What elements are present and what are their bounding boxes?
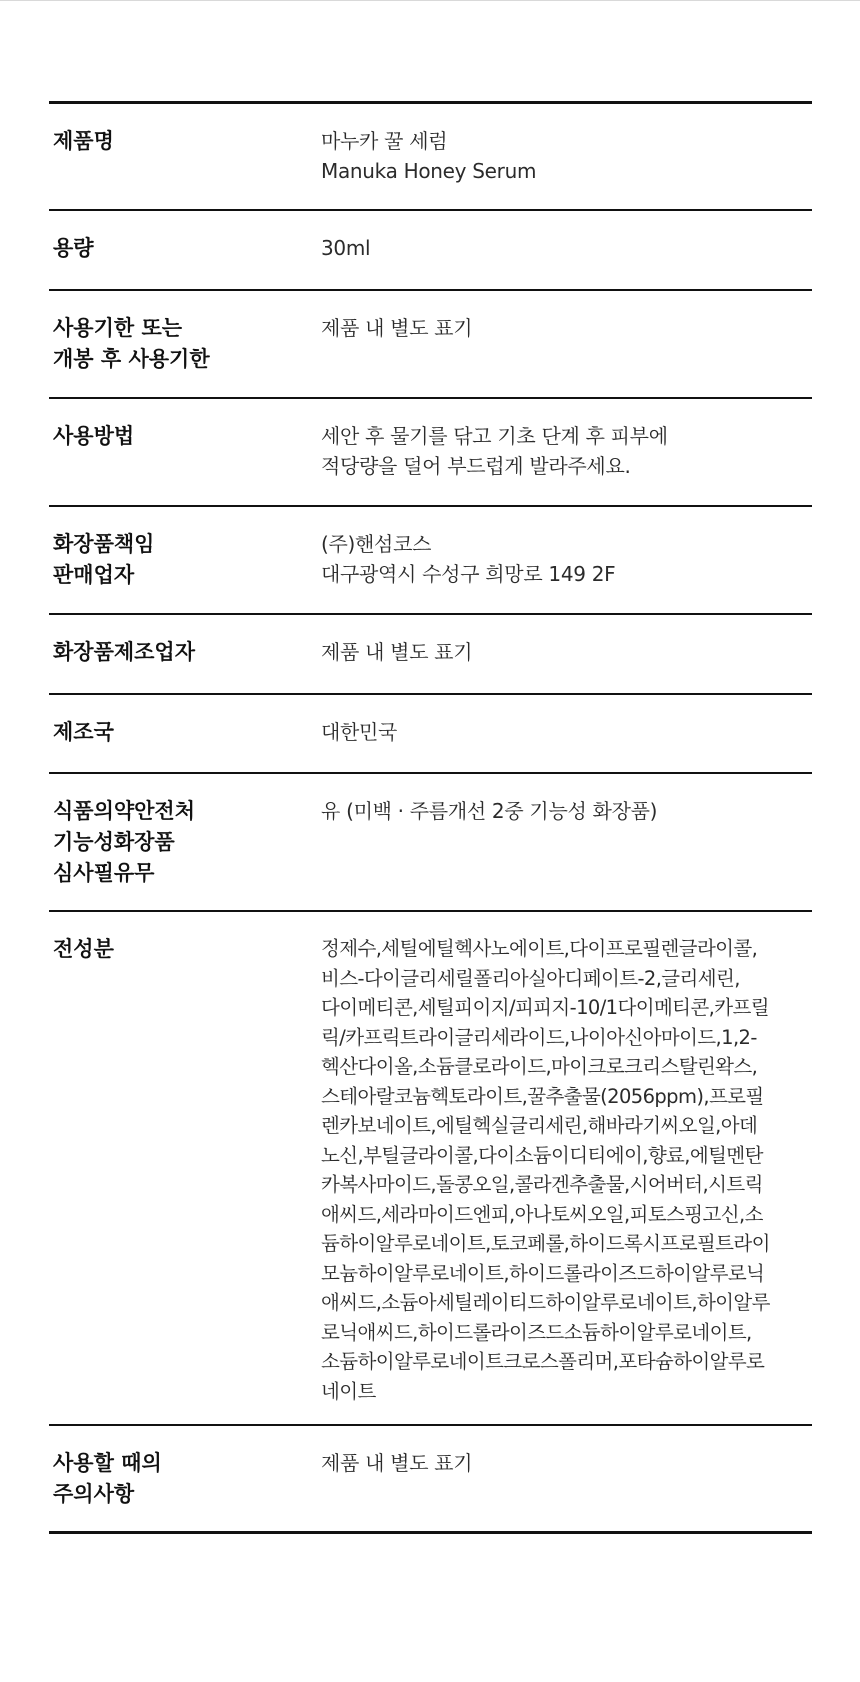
product-info-table (49, 101, 812, 1534)
row-label: 화장품책임 판매업자 (53, 532, 155, 587)
row-value: 정제수,세틸에틸헥사노에이트,다이프로필렌글라이콜, 비스-다이글리세릴폴리아실아디페이트-2,글리세린, 다이메티콘,세틸피이지/피피지-10/1다이메티콘,카프릴 릭/카프릭트라이글리세라이드,나이아신아마이드,1,2- 헥산다이올,소듐클로라이드,마이크로크리스탈린왁스, 스테아랄코늄헥토라이트,꿀추출물(2056ppm),프로필 렌카보네이트,에틸헥실글리세린,해바라기씨오일,아데 노신,부틸글라이콜,다이소듐이디티에이,향료,에틸멘탄 카복사마이드,돌콩오일,콜라겐추출물,시어버터,시트릭 애씨드,세라마이드엔피,아나토씨오일,피토스핑고신,소 듐하이알루로네이트,토코페롤,하이드록시프로필트라이 모늄하이알루로네이트,하이드롤라이즈드하이알루로닉 애씨드,소듐아세틸레이티드하이알루로네이트,하이알루 로닉애씨드,하이드롤라이즈드소듐하이알루로네이트, 소듐하이알루로네이트크로스폴리머,포타슘하이알루로 네이트 (321, 937, 770, 1403)
row-label: 화장품제조업자 (53, 640, 196, 664)
row-label: 제품명 (53, 129, 114, 153)
table-row-country (49, 693, 812, 772)
table-row-manufacturer (49, 613, 812, 693)
table-row-expiry (49, 289, 812, 397)
table-row-precautions (49, 1424, 812, 1531)
row-value: 세안 후 물기를 닦고 기초 단계 후 피부에 적당량을 덜어 부드럽게 발라주세요. (321, 424, 668, 478)
row-value: 제품 내 별도 표기 (321, 316, 473, 340)
row-value: 제품 내 별도 표기 (321, 1451, 473, 1475)
row-value: 대한민국 (321, 720, 398, 744)
table-row-product-name (49, 104, 812, 209)
row-label: 전성분 (53, 937, 114, 961)
table-row-ingredients (49, 910, 812, 1424)
table-row-seller (49, 505, 812, 613)
row-value: 30ml (321, 236, 371, 260)
row-value: 마누카 꿀 세럼 Manuka Honey Serum (321, 129, 537, 183)
row-label: 용량 (53, 236, 94, 260)
table-row-usage (49, 397, 812, 505)
row-value: (주)핸섬코스 대구광역시 수성구 희망로 149 2F (321, 532, 616, 586)
row-label: 사용기한 또는 개봉 후 사용기한 (53, 316, 210, 371)
row-label: 사용방법 (53, 424, 135, 448)
row-label: 사용할 때의 주의사항 (53, 1451, 162, 1506)
row-value: 제품 내 별도 표기 (321, 640, 473, 664)
top-divider (0, 0, 860, 1)
table-row-functional-cosmetic (49, 772, 812, 910)
row-label: 식품의약안전처 기능성화장품 심사필유무 (53, 799, 196, 885)
row-label: 제조국 (53, 720, 114, 744)
table-row-volume (49, 209, 812, 289)
row-value: 유 (미백 · 주름개선 2중 기능성 화장품) (321, 799, 658, 823)
